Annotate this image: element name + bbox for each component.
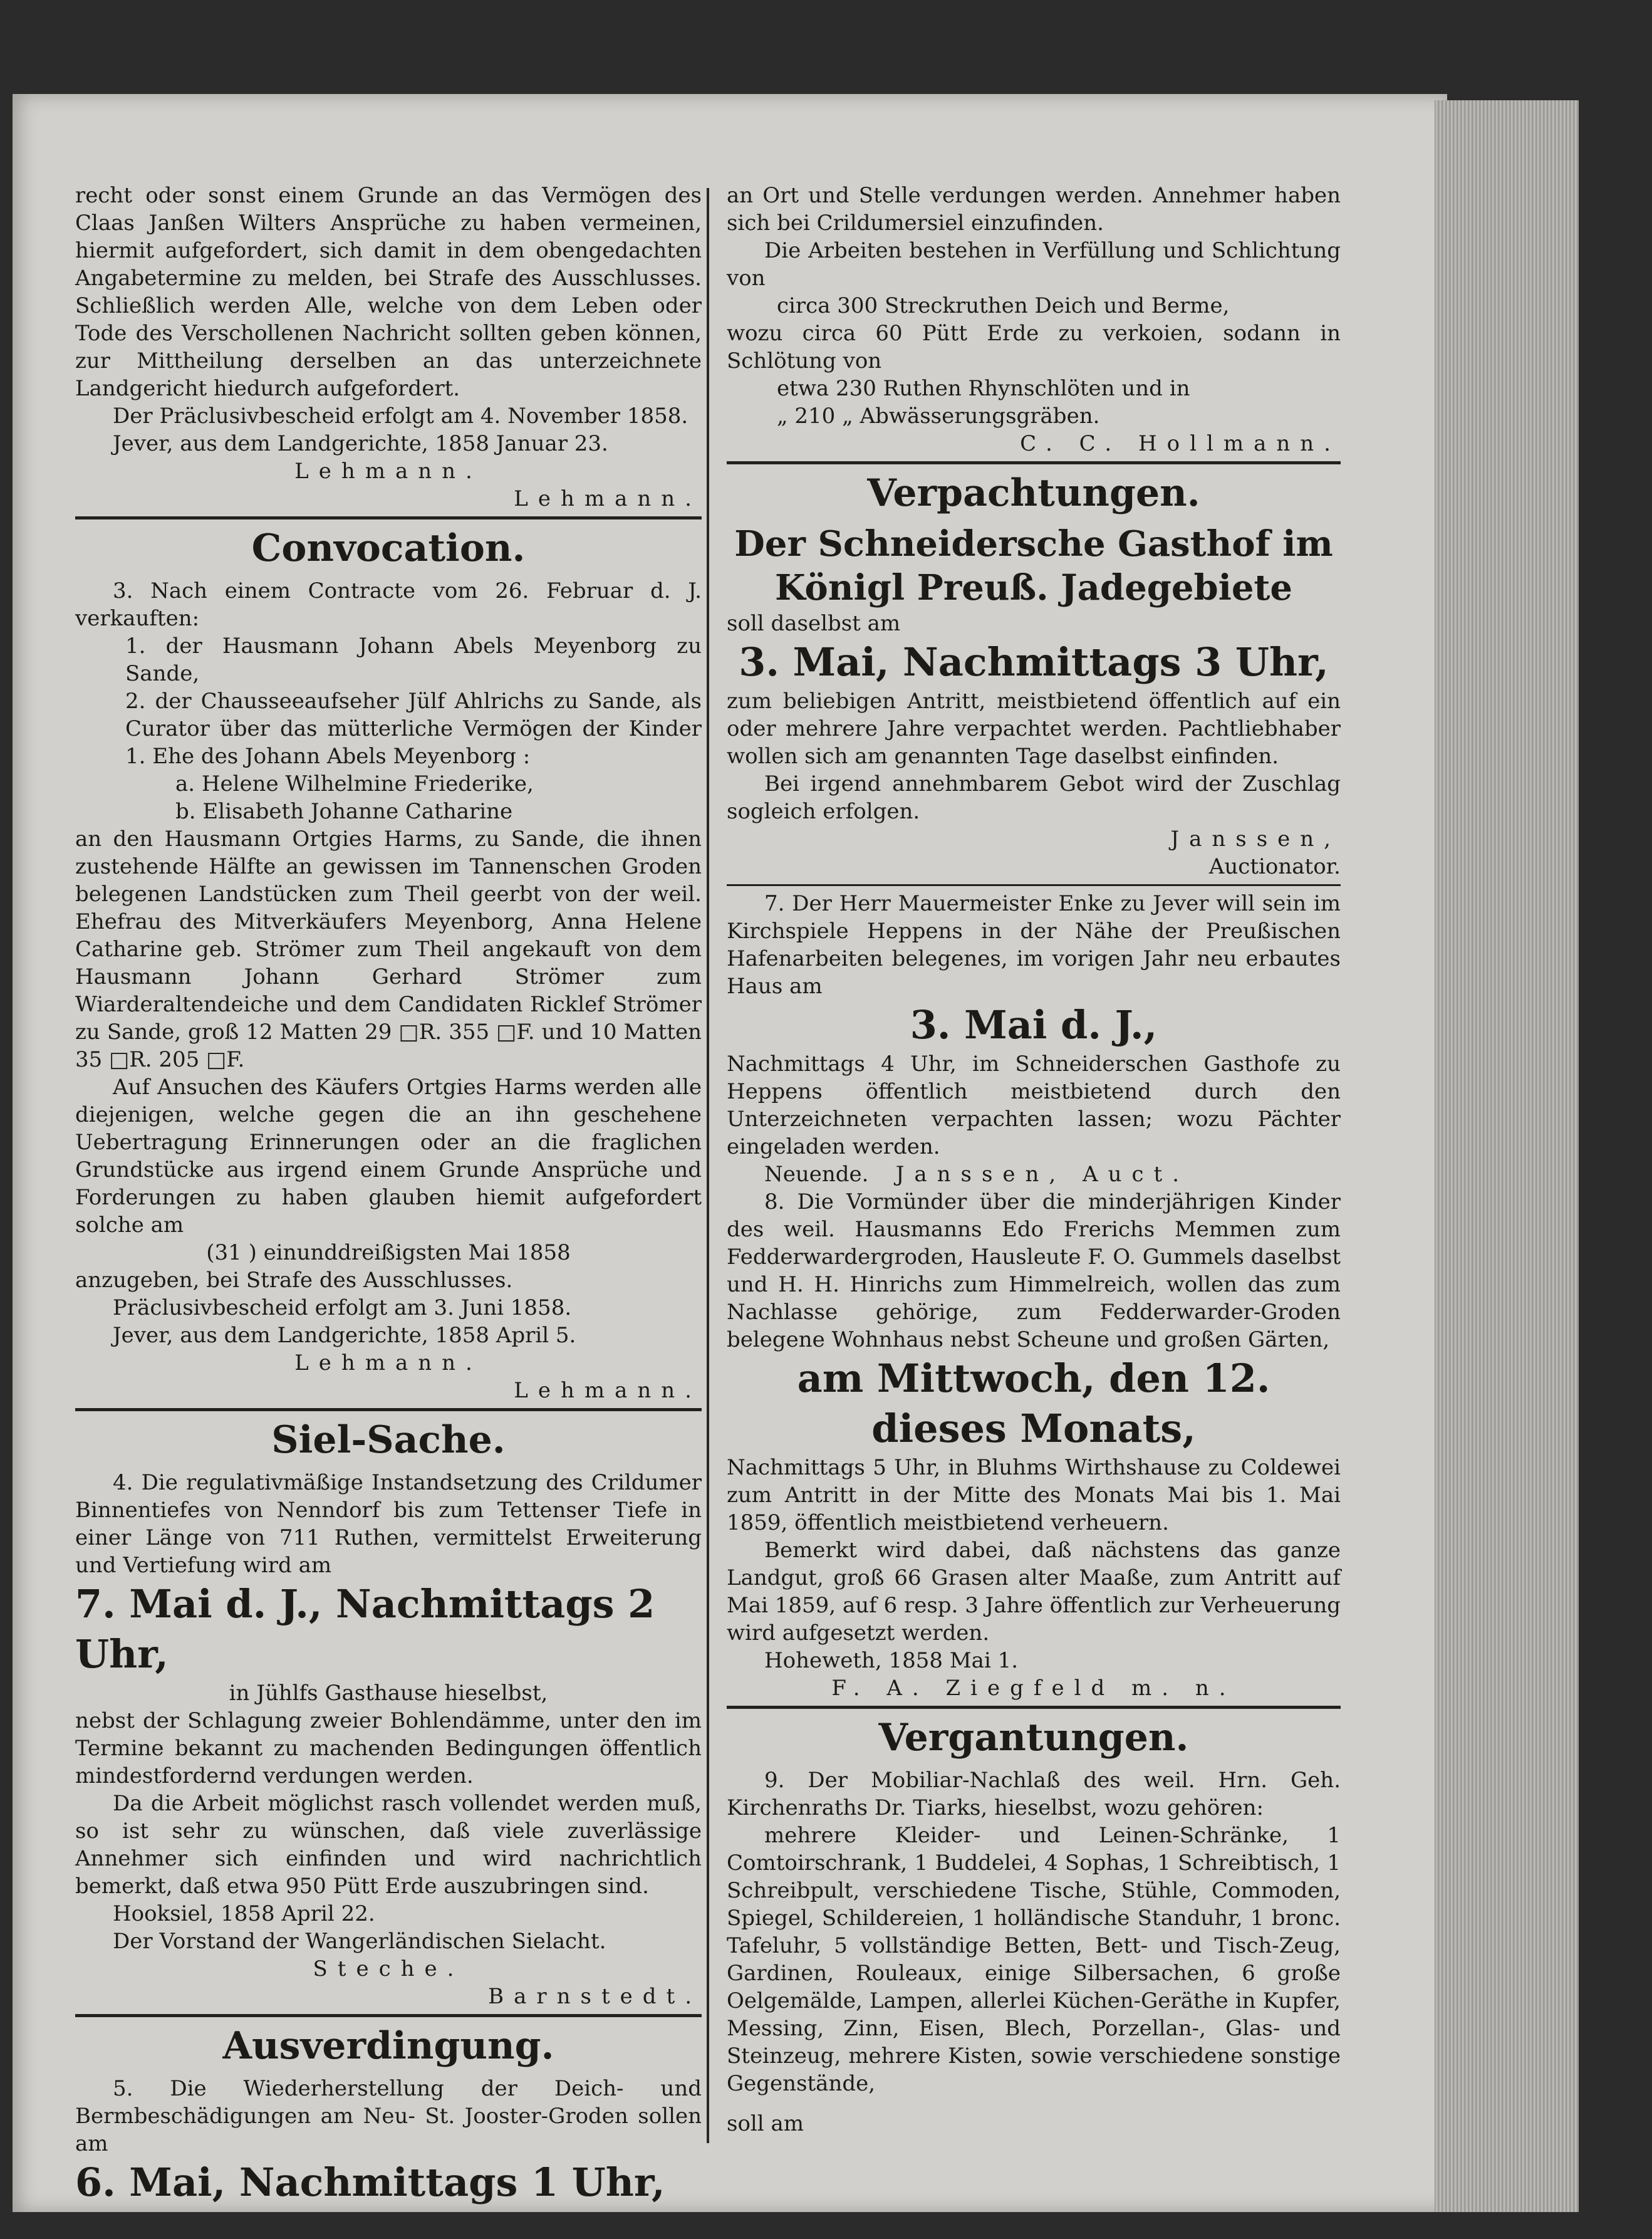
heading-verpachtungen: Verpachtungen. bbox=[867, 471, 1200, 515]
convocation-child-b: b. Elisabeth Johanne Catharine bbox=[175, 799, 513, 824]
place-neuende: Neuende. bbox=[764, 1162, 869, 1187]
signature-janssen-auct: Janssen, Auct. bbox=[895, 1162, 1190, 1187]
siel-board: Der Vorstand der Wangerländischen Sielacht. bbox=[113, 1929, 606, 1954]
vergantung-items: mehrere Kleider- und Leinen-Schränke, 1 Comtoirschrank, 1 Buddelei, 4 Sophas, 1 Schreibtisch, 1 Schreibpult, verschiedene Tische, Stühle, Commoden, Spiegel, Schildereien, 1 holländische Standuhr, 1 bronc. Tafeluhr, 5 vollständige Betten, Bett- und Tisch-Zeug, Gardinen, Rouleaux, einige Silbersachen, 6 große Oelgemälde, Lampen, allerlei Küchen-Geräthe in Kupfer, Messing, Zinn, Eisen, Blech, Porzellan-, Glas- und Steinzeug, mehrere Kisten, sowie verschiedene sonstige Gegenstände, bbox=[727, 1823, 1341, 2096]
vormuender-paragraph: 8. Die Vormünder über die minderjährigen Kinder des weil. Hausmanns Edo Frerichs Memmen zum Fedderwardergroden, Hausleute F. O. Gummels daselbst und H. H. Hinrichs zum Himmelreich, wollen das zum Nachlasse gehörige, zum Fedderwarder-Groden belegene Wohnhaus nebst Scheune und großen Gärten, bbox=[727, 1189, 1341, 1352]
works-item-4: „ 210 „ Abwässerungsgräben. bbox=[777, 404, 1100, 429]
convocation-body-3: anzugeben, bei Strafe des Ausschlusses. bbox=[75, 1268, 513, 1293]
gasthof-intro: soll daselbst am bbox=[727, 611, 901, 636]
signature-barnstedt: Barnstedt. bbox=[488, 1984, 702, 2009]
column-divider bbox=[707, 188, 709, 2143]
siel-paragraph-2: nebst der Schlagung zweier Bohlendämme, unter den im Termine bekannt zu machenden Bedingungen öffentlich mindestfordernd verdungen werden. bbox=[75, 1708, 702, 1788]
section-rule bbox=[75, 2014, 702, 2017]
signature-lehmann-2: Lehmann. bbox=[294, 1350, 482, 1375]
gasthof-paragraph-1: zum beliebigen Antritt, meistbietend öffentlich auf ein oder mehrere Jahre verpachtet werden. Pachtliebhaber wollen sich am genannten Tage daselbst einfinden. bbox=[727, 689, 1341, 769]
mauermeister-paragraph-2: Nachmittags 4 Uhr, im Schneiderschen Gasthofe zu Heppens öffentlich meistbietend durch den Unterzeichneten verpachten lassen; wozu Pächter eingeladen werden. bbox=[727, 1052, 1341, 1159]
siel-date: 7. Mai d. J., Nachmittags 2 Uhr, bbox=[75, 1581, 655, 1677]
siel-paragraph-1: 4. Die regulativmäßige Instandsetzung des Crildumer Binnentiefes von Nenndorf bis zum Tettenser Tiefe in einer Länge von 711 Ruthen, vermittelst Erweiterung und Vertiefung wird am bbox=[75, 1470, 702, 1578]
intro-paragraph: recht oder sonst einem Grunde an das Vermögen des Claas Janßen Wilters Ansprüche zu haben vermeinen, hiermit aufgefordert, sich damit in dem obengedachten Angabetermine zu melden, bei Strafe des Ausschlusses. Schließlich werden Alle, welche von dem Leben oder Tode des Verschollenen Nachricht sollten geben können, zur Mittheilung derselben an das unterzeichnete Landgericht hiedurch aufgefordert. bbox=[75, 183, 702, 401]
convocation-seller-1: 1. der Hausmann Johann Abels Meyenborg zu Sande, bbox=[125, 634, 702, 686]
heading-siel-sache: Siel-Sache. bbox=[271, 1418, 506, 1462]
vormuender-date-line: Hoheweth, 1858 Mai 1. bbox=[764, 1648, 1019, 1673]
vergantung-footer: soll am bbox=[727, 2111, 804, 2136]
gasthof-date: 3. Mai, Nachmittags 3 Uhr, bbox=[739, 639, 1329, 685]
court-date: Jever, aus dem Landgerichte, 1858 Januar 23. bbox=[113, 431, 608, 456]
ausverdingung-date: 6. Mai, Nachmittags 1 Uhr, bbox=[75, 2159, 665, 2205]
siel-paragraph-3: Da die Arbeit möglichst rasch vollendet werden muß, so ist sehr zu wünschen, daß viele zuverlässige Annehmer sich einfinden und wird nachrichtlich bemerkt, daß etwa 950 Pütt Erde auszubringen sind. bbox=[75, 1791, 702, 1899]
mauermeister-paragraph: 7. Der Herr Mauermeister Enke zu Jever will sein im Kirchspiele Heppens in der Nähe der Preußischen Hafenarbeiten belegenes, im vorigen Jahr neu erbautes Haus am bbox=[727, 891, 1341, 999]
vormuender-paragraph-3: Bemerkt wird dabei, daß nächstens das ganze Landgut, groß 66 Grasen alter Maaße, zum Antritt auf Mai 1859, auf 6 resp. 3 Jahre öffentlich zur Verheuerung wird aufgesetzt werden. bbox=[727, 1538, 1341, 1646]
signature-janssen: Janssen, bbox=[1170, 827, 1341, 852]
signature-hollmann: C. C. Hollmann. bbox=[1020, 431, 1341, 456]
convocation-preclusion: Präclusivbescheid erfolgt am 3. Juni 1858. bbox=[113, 1295, 572, 1320]
convocation-seller-2: 2. der Chausseeaufseher Jülf Ahlrichs zu Sande, als Curator über das mütterliche Vermögen der Kinder 1. Ehe des Johann Abels Meyenborg : bbox=[125, 689, 702, 769]
section-rule bbox=[75, 1408, 702, 1411]
section-rule bbox=[75, 516, 702, 519]
works-intro: Die Arbeiten bestehen in Verfüllung und Schlichtung von bbox=[727, 238, 1341, 291]
siel-date-line: Hooksiel, 1858 April 22. bbox=[113, 1901, 375, 1926]
convocation-child-a: a. Helene Wilhelmine Friederike, bbox=[175, 771, 534, 796]
heading-ausverdingung: Ausverdingung. bbox=[222, 2024, 554, 2068]
book-page-edges bbox=[1435, 100, 1579, 2212]
preclusion-note: Der Präclusivbescheid erfolgt am 4. November 1858. bbox=[113, 404, 688, 429]
siel-place: in Jühlfs Gasthause hieselbst, bbox=[229, 1681, 548, 1706]
vormuender-paragraph-2: Nachmittags 5 Uhr, in Bluhms Wirthshause zu Coldewei zum Antritt in der Mitte des Monats Mai bis 1. Mai 1859, öffentlich meistbietend verheuern. bbox=[727, 1455, 1341, 1535]
works-item-3: etwa 230 Ruthen Rhynschlöten und in bbox=[777, 376, 1190, 401]
continuation-paragraph: an Ort und Stelle verdungen werden. Annehmer haben sich bei Crildumersiel einzufinden. bbox=[727, 183, 1341, 236]
mauermeister-date: 3. Mai d. J., bbox=[910, 1002, 1158, 1048]
left-column bbox=[75, 182, 702, 2208]
convocation-body: an den Hausmann Ortgies Harms, zu Sande, die ihnen zustehende Hälfte an gewissen im Tannenschen Groden belegenen Landstücken zum Theil geerbt von der weil. Ehefrau des Mitverkäufers Meyenborg, Anna Helene Catharine geb. Strömer zum Theil angekauft von dem Hausmann Johann Gerhard Strömer zum Wiarderaltendeiche und dem Candidaten Ricklef Strömer zu Sande, groß 12 Matten 29 □R. 355 □F. und 10 Matten 35 □R. 205 □F. bbox=[75, 827, 702, 1072]
heading-vergantungen: Vergantungen. bbox=[878, 1716, 1189, 1760]
section-rule bbox=[727, 1706, 1341, 1709]
signature-lehmann: Lehmann. bbox=[294, 459, 482, 484]
signature-lehmann-print: Lehmann. bbox=[514, 486, 702, 511]
signature-steche: Steche. bbox=[313, 1956, 464, 1981]
gasthof-paragraph-2: Bei irgend annehmbarem Gebot wird der Zuschlag sogleich erfolgen. bbox=[727, 771, 1341, 824]
works-item-1: circa 300 Streckruthen Deich und Berme, bbox=[777, 293, 1230, 318]
convocation-deadline: (31 ) einunddreißigsten Mai 1858 bbox=[206, 1240, 571, 1265]
signature-auctionator: Auctionator. bbox=[1208, 854, 1341, 879]
vergantung-paragraph: 9. Der Mobiliar-Nachlaß des weil. Hrn. Geh. Kirchenraths Dr. Tiarks, hieselbst, wozu gehören: bbox=[727, 1768, 1341, 1820]
right-column bbox=[727, 182, 1341, 2137]
signature-lehmann-2-print: Lehmann. bbox=[514, 1378, 702, 1403]
convocation-body-2: Auf Ansuchen des Käufers Ortgies Harms werden alle diejenigen, welche gegen die an ihn geschehene Uebertragung Erinnerungen oder an die fraglichen Grundstücke aus irgend einem Grunde Ansprüche und Forderungen zu haben glauben hiemit aufgefordert solche am bbox=[75, 1075, 702, 1238]
section-rule bbox=[727, 461, 1341, 464]
mauermeister-place bbox=[727, 1161, 1341, 1188]
convocation-intro: 3. Nach einem Contracte vom 26. Februar d. J. verkauften: bbox=[75, 578, 702, 631]
section-rule bbox=[727, 884, 1341, 886]
ausverdingung-paragraph: 5. Die Wiederherstellung der Deich- und Bermbeschädigungen am Neu- St. Jooster-Groden sollen am bbox=[75, 2076, 702, 2156]
convocation-court-date: Jever, aus dem Landgerichte, 1858 April 5. bbox=[113, 1323, 576, 1348]
heading-gasthof: Der Schneidersche Gasthof im Königl Preuß. Jadegebiete bbox=[734, 523, 1333, 608]
vormuender-date: am Mittwoch, den 12. dieses Monats, bbox=[797, 1355, 1270, 1451]
works-item-2: wozu circa 60 Pütt Erde zu verkoien, sodann in Schlötung von bbox=[727, 321, 1341, 373]
signature-ziegfeld: F. A. Ziegfeld m. n. bbox=[831, 1676, 1236, 1701]
heading-convocation: Convocation. bbox=[251, 526, 526, 570]
